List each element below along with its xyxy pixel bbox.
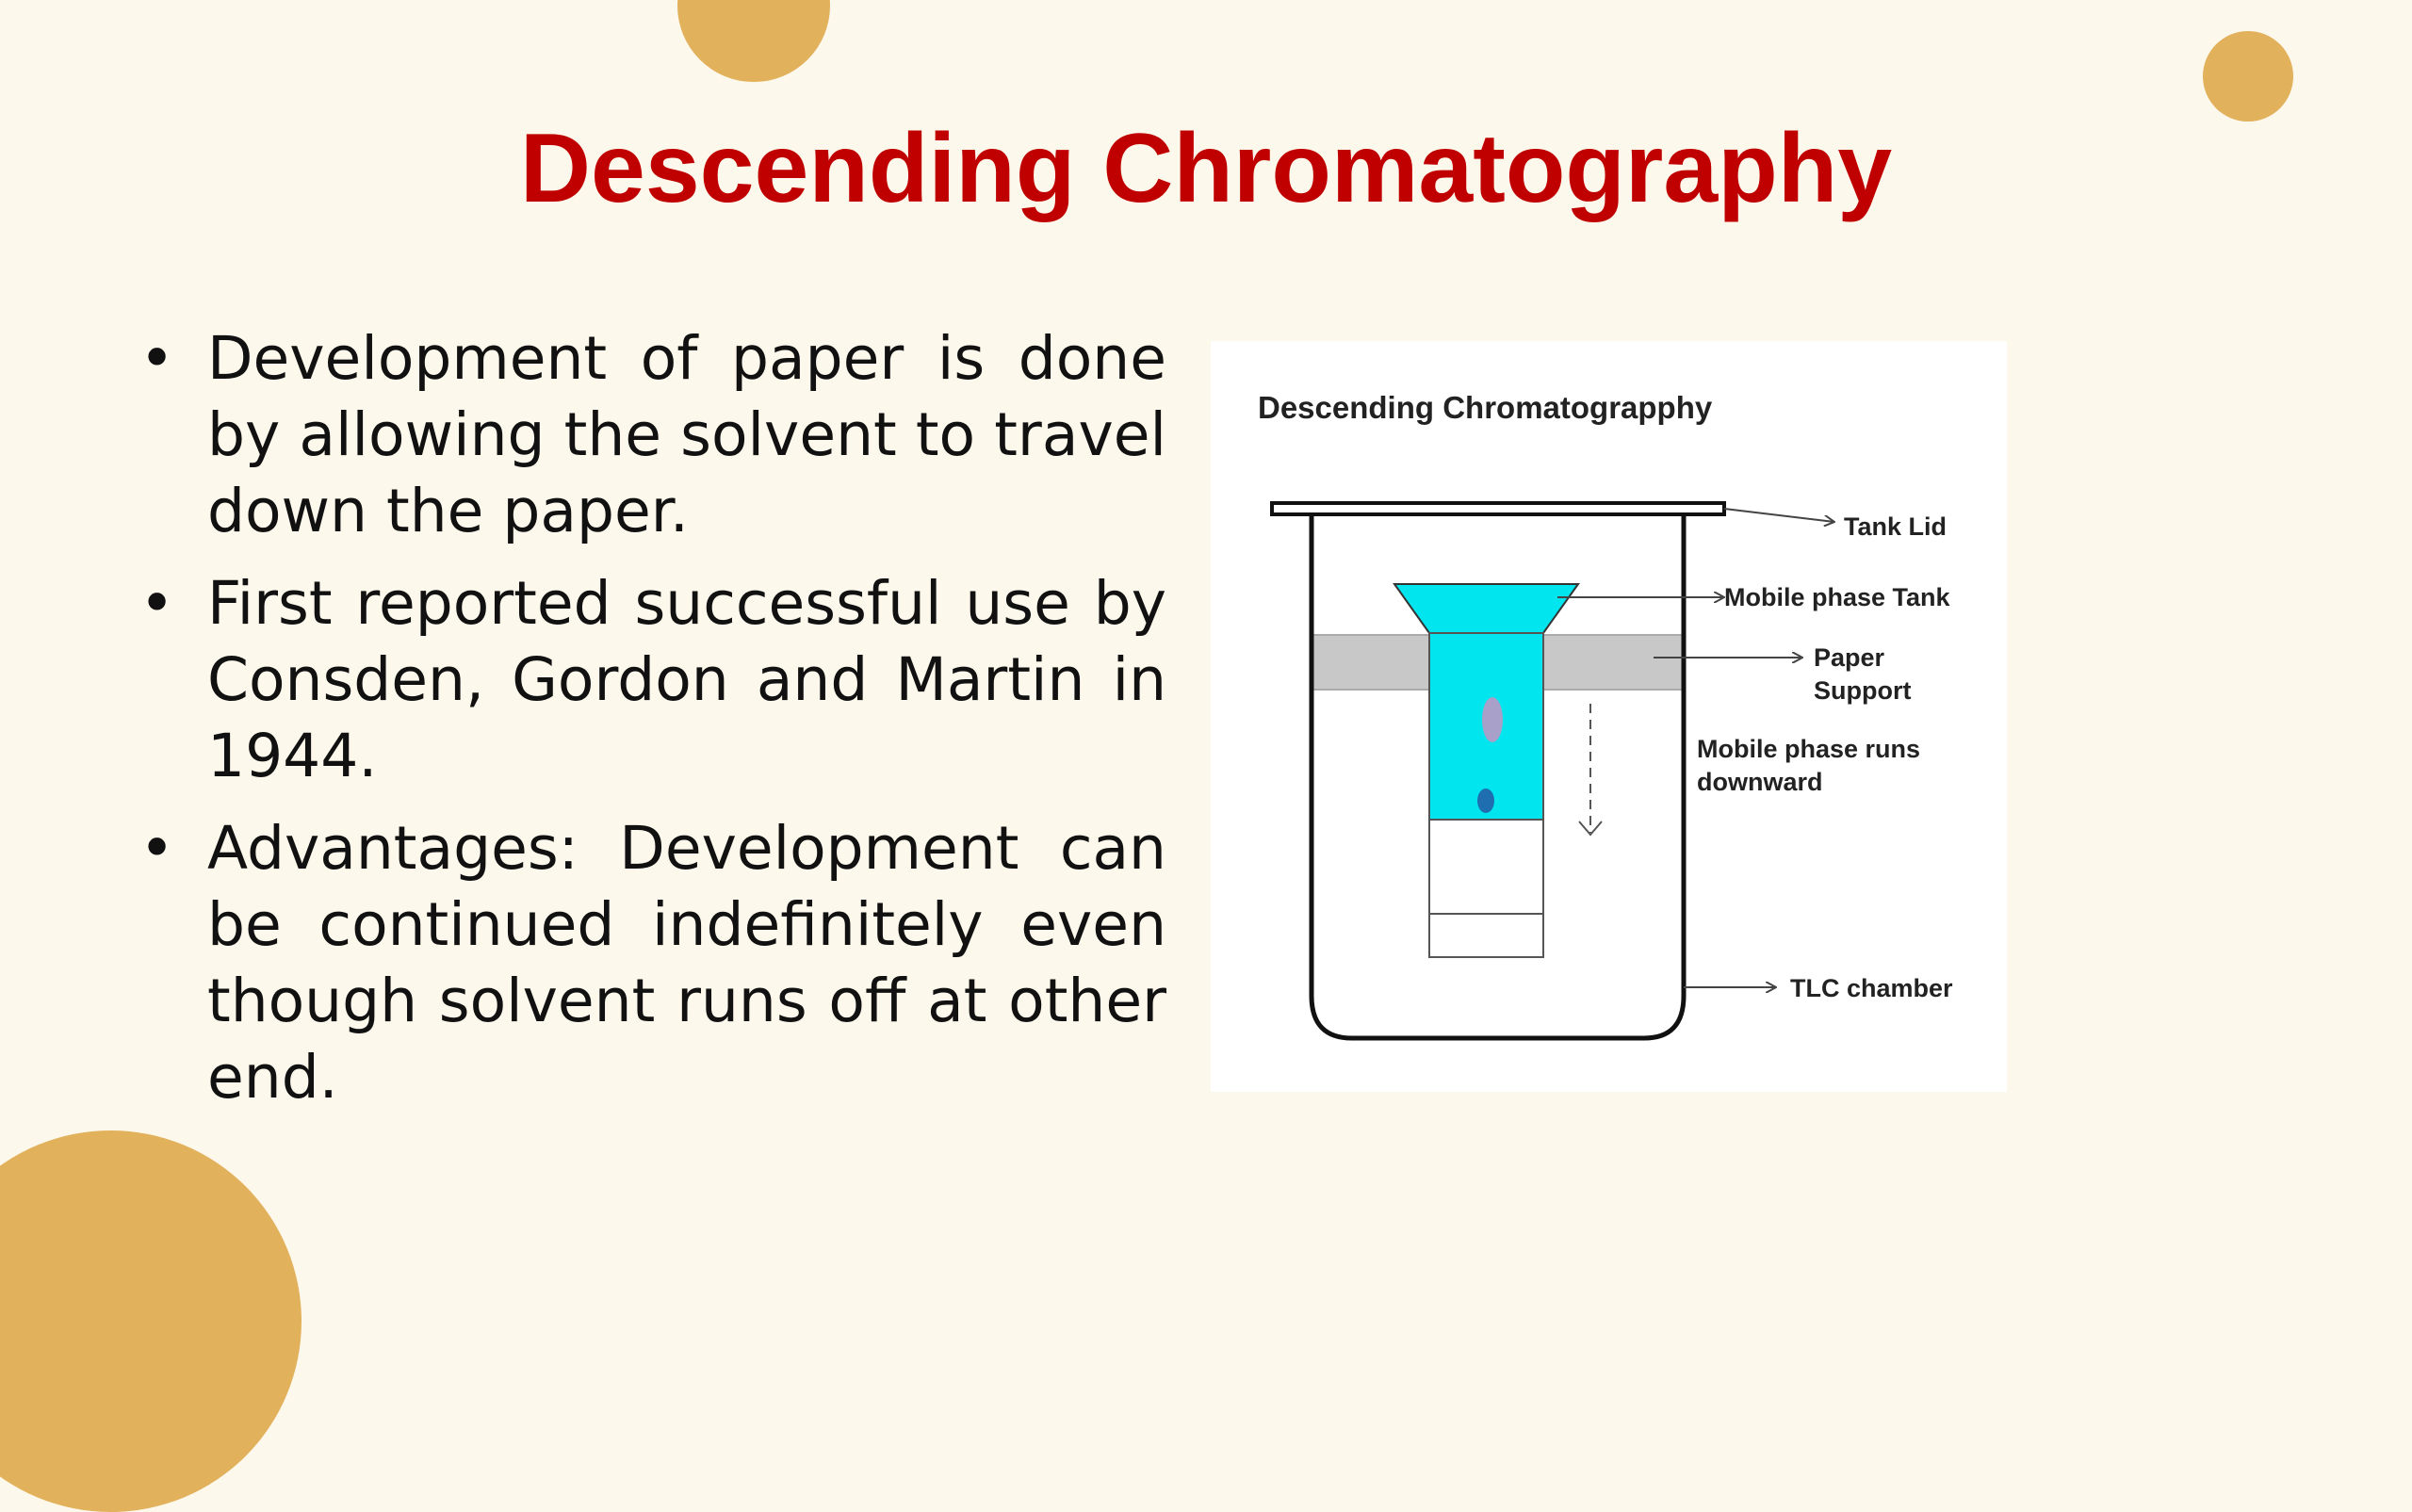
label-tlc-chamber: TLC chamber [1790, 974, 1953, 1002]
chromatography-diagram [1211, 341, 2007, 1092]
arrow-tank-lid [1724, 509, 1834, 522]
label-runs-downward-2: downward [1697, 768, 1823, 796]
bullet-dot: • [139, 569, 175, 638]
bullet-item [132, 565, 1166, 794]
bullet-item [132, 810, 1166, 1115]
label-mobile-phase-tank: Mobile phase Tank [1724, 583, 1950, 611]
bullet-text: First reported successful use by Consden, Gordon and Martin in 1944. [207, 569, 1166, 790]
bullet-dot: • [139, 324, 175, 393]
label-paper-support-1: Paper [1814, 643, 1885, 672]
bullet-item [132, 320, 1166, 549]
label-tank-lid: Tank Lid [1844, 512, 1948, 541]
bullet-text: Advantages: Development can be continued indefinitely even though solvent runs off at other end. [207, 814, 1166, 1112]
label-paper-support-2: Support [1814, 676, 1912, 705]
diagram-svg [1211, 341, 2007, 1092]
slide-title: Descending Chromatography [519, 114, 1893, 223]
diagram-heading: Descending Chromatograpphy [1258, 390, 1713, 425]
mobile-phase-trough [1394, 584, 1578, 633]
label-runs-downward-1: Mobile phase runs [1697, 735, 1921, 763]
bullet-text: Development of paper is done by allowing the solvent to travel down the paper. [207, 324, 1166, 545]
sample-spot-lower [1477, 789, 1494, 813]
decorative-circle-top [677, 0, 830, 82]
sample-spot-upper [1482, 697, 1503, 742]
bullet-dot: • [139, 814, 175, 883]
decorative-circle-bottom-left [0, 1130, 302, 1512]
tank-lid [1272, 503, 1724, 514]
bullet-list [132, 320, 1166, 1131]
paper-strip-dry [1429, 820, 1543, 957]
decorative-circle-right [2203, 31, 2293, 122]
